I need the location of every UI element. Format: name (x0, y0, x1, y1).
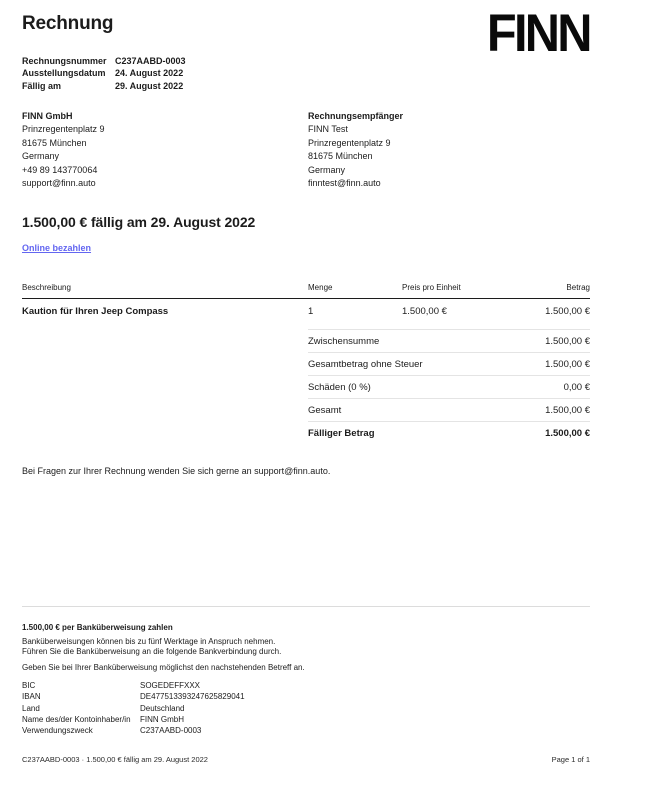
bank-transfer-heading: 1.500,00 € per Banküberweisung zahlen (22, 623, 173, 632)
iban-value: DE477513393247625829041 (140, 692, 245, 702)
payment-reference-value: C237AABD-0003 (140, 726, 202, 736)
due-date-label: Fällig am (22, 80, 62, 91)
issue-date-label: Ausstellungsdatum (22, 68, 106, 79)
amount-due-row (308, 421, 590, 444)
pay-online-link[interactable]: Online bezahlen (22, 243, 92, 253)
due-date-row (22, 80, 186, 92)
country-value: Deutschland (140, 703, 185, 713)
damages-label: Schäden (0 %) (308, 382, 371, 393)
invoice-meta (22, 55, 186, 92)
items-table (22, 283, 590, 444)
damages-value: 0,00 € (563, 382, 590, 393)
support-note: Bei Fragen zur Ihrer Rechnung wenden Sie sich gerne an support@finn.auto. (22, 466, 331, 476)
page-number: Page 1 of 1 (551, 755, 590, 764)
payment-reference-label: Verwendungszweck (22, 726, 93, 736)
invoice-number-label: Rechnungsnummer (22, 56, 107, 66)
iban-row (22, 691, 590, 702)
payment-instructions (22, 606, 590, 736)
item-description: Kaution für Ihren Jeep Compass (22, 306, 169, 317)
recipient-heading: Rechnungsempfänger (308, 111, 404, 121)
col-header-quantity: Menge (308, 283, 333, 292)
issue-date-row (22, 67, 186, 79)
country-row (22, 703, 590, 714)
damages-row (308, 375, 590, 398)
recipient-street: Prinzregentenplatz 9 (308, 137, 391, 148)
country-label: Land (22, 703, 40, 713)
subtotal-row (308, 329, 590, 352)
total-row (308, 398, 590, 421)
payment-reference-row (22, 725, 590, 736)
item-unit-price: 1.500,00 € (402, 306, 447, 317)
total-excl-tax-label: Gesamtbetrag ohne Steuer (308, 359, 423, 370)
subtotal-label: Zwischensumme (308, 336, 380, 347)
sender-address (22, 110, 308, 190)
col-header-amount: Betrag (566, 283, 590, 292)
item-quantity: 1 (308, 306, 314, 317)
account-holder-row (22, 714, 590, 725)
bank-transfer-line-1: Banküberweisungen können bis zu fünf Werktage in Anspruch nehmen. (22, 636, 276, 646)
sender-name: FINN GmbH (22, 111, 73, 121)
amount-due-label: Fälliger Betrag (308, 428, 375, 439)
bank-transfer-line-2: Führen Sie die Banküberweisung an die folgende Bankverbindung durch. (22, 647, 282, 656)
total-excl-tax-value: 1.500,00 € (545, 359, 590, 370)
sender-street: Prinzregentenplatz 9 (22, 124, 105, 135)
bic-value: SOGEDEFFXXX (140, 681, 201, 690)
page-footer (22, 755, 590, 764)
total-label: Gesamt (308, 405, 342, 416)
summary-section (308, 329, 590, 444)
subtotal-value: 1.500,00 € (545, 336, 590, 347)
recipient-country: Germany (308, 164, 346, 175)
due-date-value: 29. August 2022 (115, 80, 184, 91)
finn-logo: FINN (487, 4, 590, 63)
sender-email: support@finn.auto (22, 178, 96, 189)
bic-row (22, 680, 590, 691)
recipient-address (308, 110, 590, 190)
account-holder-value: FINN GmbH (140, 714, 184, 724)
total-value: 1.500,00 € (545, 405, 590, 416)
bank-details (22, 680, 590, 736)
items-table-header (22, 283, 590, 299)
col-header-description: Beschreibung (22, 283, 71, 292)
total-excl-tax-row (308, 352, 590, 375)
iban-label: IBAN (22, 692, 41, 702)
recipient-email: finntest@finn.auto (308, 178, 381, 189)
footer-divider (22, 606, 590, 607)
amount-due-heading: 1.500,00 € fällig am 29. August 2022 (22, 214, 256, 230)
invoice-number-value: C237AABD-0003 (115, 56, 186, 66)
amount-due-value: 1.500,00 € (545, 428, 590, 439)
sender-country: Germany (22, 151, 60, 162)
col-header-unit-price: Preis pro Einheit (402, 283, 461, 292)
address-section (22, 110, 590, 190)
reference-note: Geben Sie bei Ihrer Banküberweisung möglichst den nachstehenden Betreff an. (22, 662, 305, 672)
sender-city: 81675 München (22, 137, 87, 148)
recipient-name: FINN Test (308, 124, 348, 135)
bic-label: BIC (22, 681, 36, 690)
issue-date-value: 24. August 2022 (115, 68, 184, 79)
sender-phone: +49 89 143770064 (22, 164, 98, 175)
table-row (22, 299, 590, 329)
item-amount: 1.500,00 € (545, 306, 590, 317)
recipient-city: 81675 München (308, 151, 373, 162)
invoice-number-row (22, 55, 186, 67)
footer-reference: C237AABD-0003 · 1.500,00 € fällig am 29. August 2022 (22, 755, 208, 764)
account-holder-label: Name des/der Kontoinhaber/in (22, 714, 131, 724)
page-title: Rechnung (22, 13, 114, 34)
